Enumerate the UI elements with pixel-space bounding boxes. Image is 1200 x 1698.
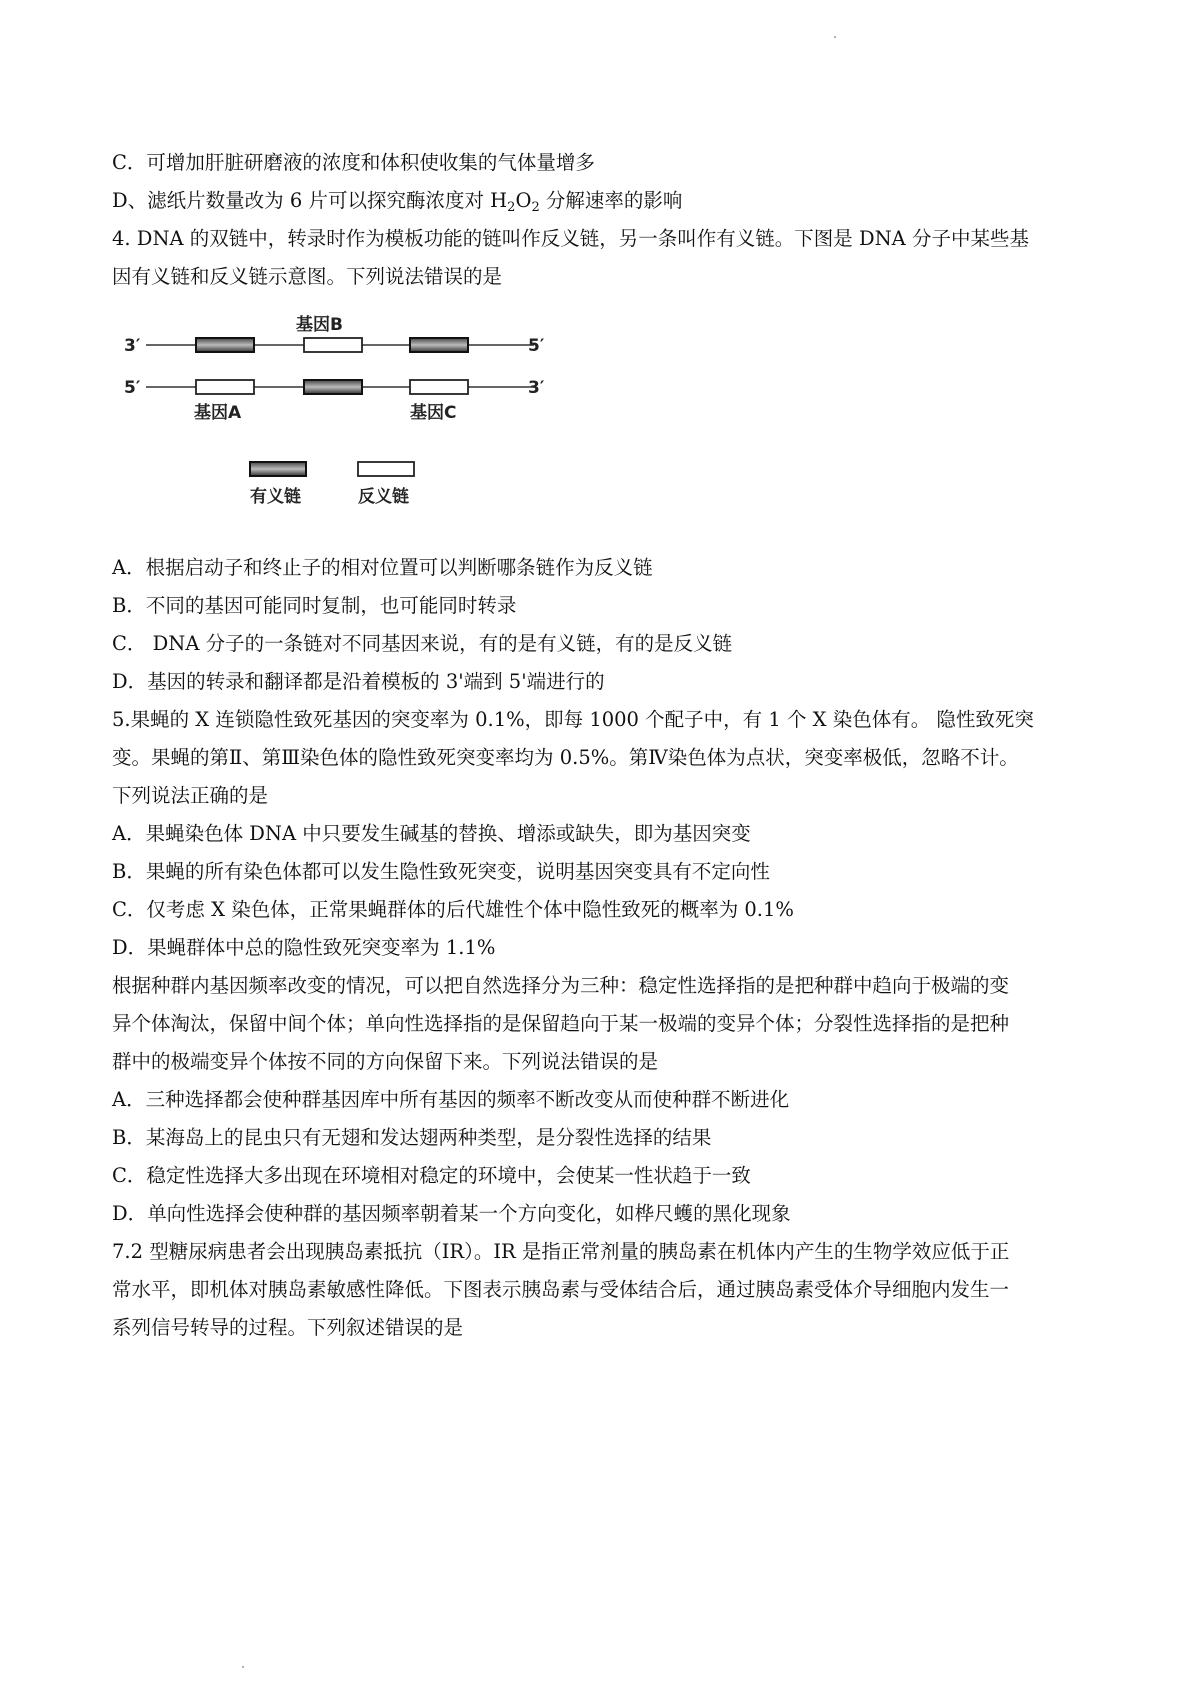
q5-option-d: D．果蝇群体中总的隐性致死突变率为 1.1%	[112, 936, 496, 959]
q6-option-d: D．单向性选择会使种群的基因频率朝着某一个方向变化，如桦尺蠖的黑化现象	[112, 1202, 791, 1225]
q4-option-b: B．不同的基因可能同时复制，也可能同时转录	[112, 594, 517, 617]
legend-sense-label: 有义链	[250, 487, 301, 507]
gene-a-label: 基因A	[194, 403, 242, 423]
gene-b-top-segment	[304, 338, 362, 352]
gene-a-top-segment	[196, 338, 254, 352]
q4-stem-line-2: 因有义链和反义链示意图。下列说法错误的是	[112, 265, 503, 288]
gene-c-label: 基因C	[410, 403, 457, 423]
q6-option-c: C．稳定性选择大多出现在环境相对稳定的环境中，会使某一性状趋于一致	[112, 1164, 751, 1187]
q6-stem-line-3: 群中的极端变异个体按不同的方向保留下来。下列说法错误的是	[112, 1050, 659, 1073]
top-strand-right-end-label: 5′	[528, 336, 545, 356]
q4-stem-line-1: 4. DNA 的双链中，转录时作为模板功能的链叫作反义链，另一条叫作有义链。下图是 DNA 分子中某些基	[112, 227, 1029, 250]
legend-sense-swatch	[250, 462, 306, 476]
gene-c-bottom-segment	[410, 380, 468, 394]
q5-option-b: B．果蝇的所有染色体都可以发生隐性致死突变，说明基因突变具有不定向性	[112, 860, 770, 883]
gene-c-top-segment	[410, 338, 468, 352]
scan-speck	[834, 36, 836, 38]
scan-speck	[242, 1666, 244, 1668]
q7-stem-line-3: 系列信号转导的过程。下列叙述错误的是	[112, 1316, 464, 1339]
q5-option-c: C．仅考虑 X 染色体，正常果蝇群体的后代雄性个体中隐性致死的概率为 0.1%	[112, 898, 794, 921]
q6-stem-line-1: 根据种群内基因频率改变的情况，可以把自然选择分为三种：稳定性选择指的是把种群中趋向于极端的变	[112, 974, 1010, 997]
q5-option-a: A．果蝇染色体 DNA 中只要发生碱基的替换、增添或缺失，即为基因突变	[112, 822, 751, 845]
legend-antisense-label: 反义链	[358, 487, 409, 507]
gene-b-label: 基因B	[296, 315, 343, 335]
legend-antisense-swatch	[358, 462, 414, 476]
bottom-strand-right-end-label: 3′	[528, 378, 545, 398]
q5-stem-line-2: 变。果蝇的第Ⅱ、第Ⅲ染色体的隐性致死突变率均为 0.5%。第Ⅳ染色体为点状，突变率极低，忽略不计。	[112, 746, 1019, 769]
q7-stem-line-1: 7.2 型糖尿病患者会出现胰岛素抵抗（IR）。IR 是指正常剂量的胰岛素在机体内产生的生物学效应低于正	[112, 1240, 1010, 1263]
q6-stem-line-2: 异个体淘汰，保留中间个体；单向性选择指的是保留趋向于某一极端的变异个体；分裂性选择指的是把种	[112, 1012, 1010, 1035]
q6-option-b: B．某海岛上的昆虫只有无翅和发达翅两种类型，是分裂性选择的结果	[112, 1126, 712, 1149]
q7-stem-line-2: 常水平，即机体对胰岛素敏感性降低。下图表示胰岛素与受体结合后，通过胰岛素受体介导细胞内发生一	[112, 1278, 1010, 1301]
q5-stem-line-3: 下列说法正确的是	[112, 784, 269, 807]
q3-option-d: D、滤纸片数量改为 6 片可以探究酶浓度对 $H_2O_2$ 分解速率的影响	[112, 189, 683, 215]
q5-stem-line-1: 5.果蝇的 X 连锁隐性致死基因的突变率为 0.1%，即每 1000 个配子中，有 1 个 X 染色体有。 隐性致死突	[112, 708, 1034, 731]
top-strand-left-end-label: 3′	[124, 336, 141, 356]
q4-option-a: A．根据启动子和终止子的相对位置可以判断哪条链作为反义链	[112, 556, 653, 579]
q4-option-c: C． DNA 分子的一条链对不同基因来说，有的是有义链，有的是反义链	[112, 632, 733, 655]
q3-option-c: C．可增加肝脏研磨液的浓度和体积使收集的气体量增多	[112, 151, 595, 174]
dna-strand-diagram	[110, 312, 570, 528]
q4-option-d: D．基因的转录和翻译都是沿着模板的 3'端到 5'端进行的	[112, 670, 605, 693]
gene-b-bottom-segment	[304, 380, 362, 394]
bottom-strand-left-end-label: 5′	[124, 378, 141, 398]
gene-a-bottom-segment	[196, 380, 254, 394]
q6-option-a: A．三种选择都会使种群基因库中所有基因的频率不断改变从而使种群不断进化	[112, 1088, 790, 1111]
